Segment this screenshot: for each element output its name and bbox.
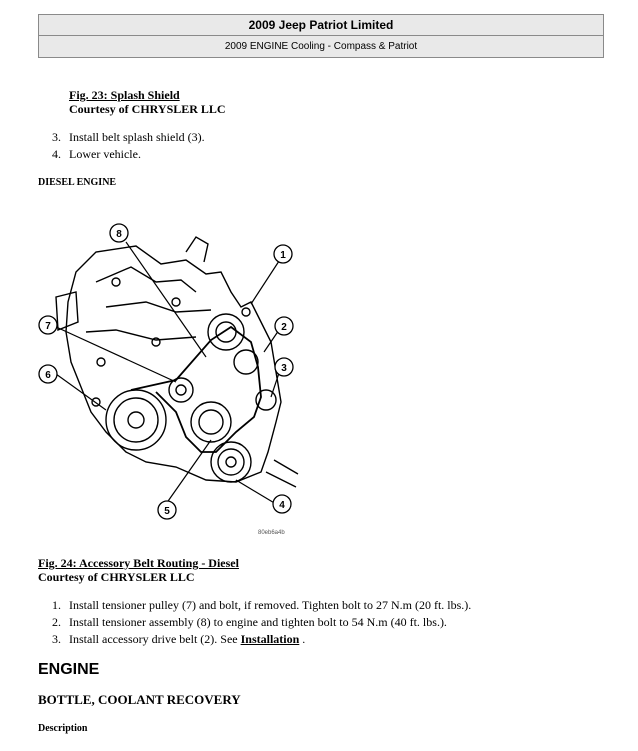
callout-label: 1: [280, 250, 286, 261]
fig24-courtesy: Courtesy of CHRYSLER LLC: [38, 570, 195, 584]
step-number: 3.: [52, 632, 61, 646]
fig24-caption: Fig. 24: Accessory Belt Routing - Diesel: [38, 556, 239, 570]
step-number: 3.: [52, 130, 61, 144]
callout-label: 4: [279, 500, 285, 511]
header-title: 2009 Jeep Patriot Limited: [39, 15, 603, 36]
step-text: Install tensioner assembly (8) to engine and tighten bolt to 54 N.m (40 ft. lbs.).: [69, 615, 447, 629]
step-item: [39, 147, 141, 162]
step-suffix: .: [299, 632, 306, 646]
engine-heading: ENGINE: [38, 661, 100, 678]
step-item: [39, 130, 205, 145]
installation-link[interactable]: Installation: [240, 632, 300, 646]
callout-label: 2: [281, 322, 287, 333]
callout-label: 6: [45, 370, 51, 381]
callout-label: 8: [116, 229, 122, 240]
step-number: 2.: [52, 615, 61, 629]
diesel-engine-heading: DIESEL ENGINE: [38, 177, 117, 188]
step-text: Install tensioner pulley (7) and bolt, if removed. Tighten bolt to 27 N.m (20 ft. lbs.).: [69, 598, 472, 612]
description-heading: Description: [38, 723, 88, 734]
fig23-courtesy: Courtesy of CHRYSLER LLC: [69, 102, 226, 116]
step-item: [39, 598, 471, 613]
document-header: [38, 14, 604, 58]
callout-label: 7: [45, 321, 51, 332]
step-text: Install belt splash shield (3).: [69, 130, 205, 144]
step-text: Install accessory drive belt (2). See: [69, 632, 241, 646]
engine-belt-diagram: [36, 212, 300, 542]
step-number: 4.: [52, 147, 61, 161]
callout-label: 3: [281, 363, 287, 374]
header-subtitle: 2009 ENGINE Cooling - Compass & Patriot: [39, 36, 603, 57]
callout-label: 5: [164, 506, 170, 517]
step-item: [39, 615, 447, 630]
step-number: 1.: [52, 598, 61, 612]
fig23-caption: Fig. 23: Splash Shield: [69, 88, 180, 102]
step-text: Lower vehicle.: [69, 147, 141, 161]
figure-code: 80eb6a4b: [258, 530, 285, 536]
step-item: [39, 632, 305, 647]
coolant-recovery-heading: BOTTLE, COOLANT RECOVERY: [38, 692, 241, 707]
